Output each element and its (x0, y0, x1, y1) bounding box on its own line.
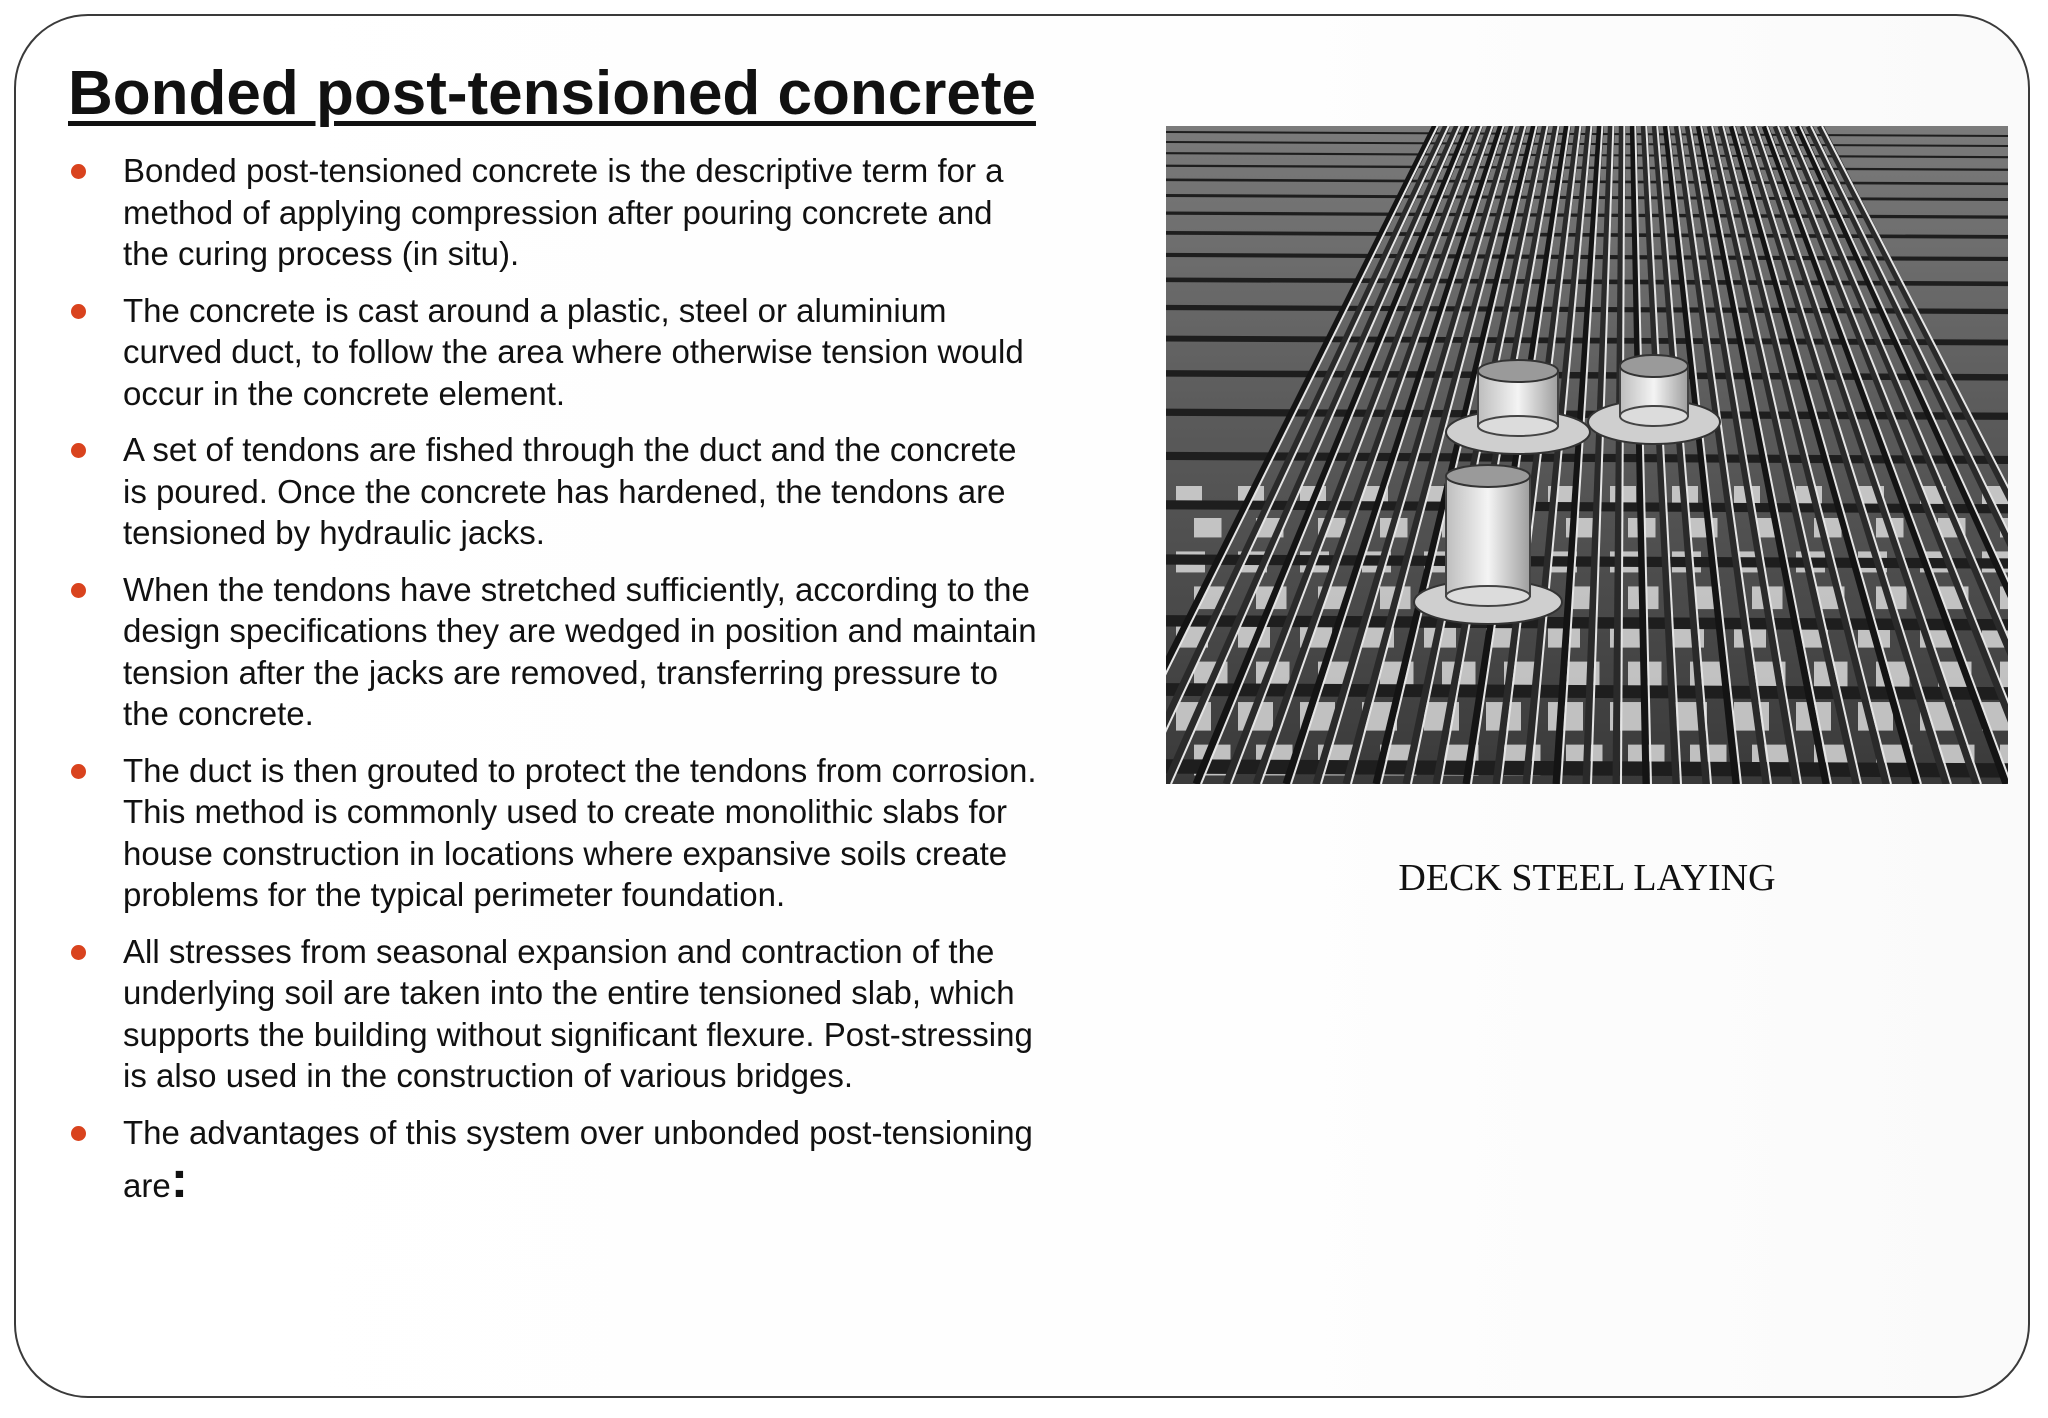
bullet-item (68, 150, 1168, 275)
bullet-line: When the tendons have stretched sufficiently, according to the (123, 570, 1030, 608)
bullet-item (68, 569, 1168, 735)
bullet-line: A set of tendons are fished through the duct and the concrete (123, 431, 1017, 468)
photo-caption: DECK STEEL LAYING (1398, 857, 1776, 899)
bullet-line: tension after the jacks are removed, transferring pressure to (123, 653, 998, 691)
bullet-text (123, 931, 1168, 1097)
sleeve-bottom-rim (1620, 406, 1688, 426)
bullet-dot-icon (71, 164, 86, 179)
bullet-line: curved duct, to follow the area where otherwise tension would (123, 333, 1024, 370)
bullet-dot-icon (71, 764, 86, 779)
bullet-line: the concrete. (123, 695, 314, 732)
bullet-line: This method is commonly used to create monolithic slabs for (123, 793, 1008, 830)
bullet-text (123, 750, 1168, 916)
bullet-line: Bonded post-tensioned concrete is the descriptive term for a (123, 152, 1004, 189)
bullet-line: supports the building without significant flexure. Post-stressing (123, 1015, 1033, 1053)
bullet-item (68, 1112, 1168, 1207)
bullet-dot-icon (71, 583, 86, 598)
bullet-text (123, 1112, 1168, 1207)
bullet-line: tensioned by hydraulic jacks. (123, 514, 545, 551)
sleeve-top (1620, 355, 1688, 377)
bullet-dot-icon (71, 304, 86, 319)
bullet-tail-colon: : (170, 1151, 189, 1209)
sleeve-top (1478, 360, 1558, 382)
bullet-line: is poured. Once the concrete has hardened, the tendons are (123, 472, 1006, 510)
bullet-line: is also used in the construction of various bridges. (123, 1057, 854, 1094)
bullet-line: design specifications they are wedged in position and maintain (123, 612, 1037, 649)
bullet-item (68, 931, 1168, 1097)
bullet-line: The duct is then grouted to protect the tendons from corrosion. (123, 751, 1037, 789)
bullet-line: The concrete is cast around a plastic, steel or aluminium (123, 291, 947, 329)
bullet-line: The advantages of this system over unbonded post-tensioning (123, 1113, 1033, 1151)
bullet-item (68, 429, 1168, 554)
bullet-text (123, 429, 1168, 554)
sleeve-bottom-rim (1478, 416, 1558, 436)
bullet-line: the curing process (in situ). (123, 235, 520, 272)
bullet-text (123, 150, 1168, 275)
bullet-dot-icon (71, 443, 86, 458)
bullet-line: problems for the typical perimeter foundation. (123, 876, 786, 913)
bullet-item (68, 750, 1168, 916)
bullet-dot-icon (71, 945, 86, 960)
sleeve-top (1446, 465, 1530, 487)
bullet-line: All stresses from seasonal expansion and contraction of the (123, 932, 995, 970)
deck-light-patch (1194, 518, 1222, 537)
bullet-line: house construction in locations where expansive soils create (123, 834, 1008, 872)
bullet-item (68, 290, 1168, 415)
sleeve-bottom-rim (1446, 586, 1530, 606)
sleeve-body (1446, 476, 1530, 596)
bullet-line (123, 1151, 1168, 1209)
bullet-text (123, 569, 1168, 735)
bullet-line: underlying soil are taken into the entire tensioned slab, which (123, 974, 1015, 1011)
bullet-line: occur in the concrete element. (123, 374, 566, 412)
bullet-line: method of applying compression after pouring concrete and (123, 193, 993, 231)
slide-title: Bonded post-tensioned concrete (68, 59, 1036, 128)
bullet-dot-icon (71, 1126, 86, 1141)
deck-steel-photo (1166, 126, 2008, 784)
bullet-tail-text: are (123, 1167, 171, 1204)
bullet-text (123, 290, 1168, 415)
bullet-list (68, 150, 1168, 1222)
